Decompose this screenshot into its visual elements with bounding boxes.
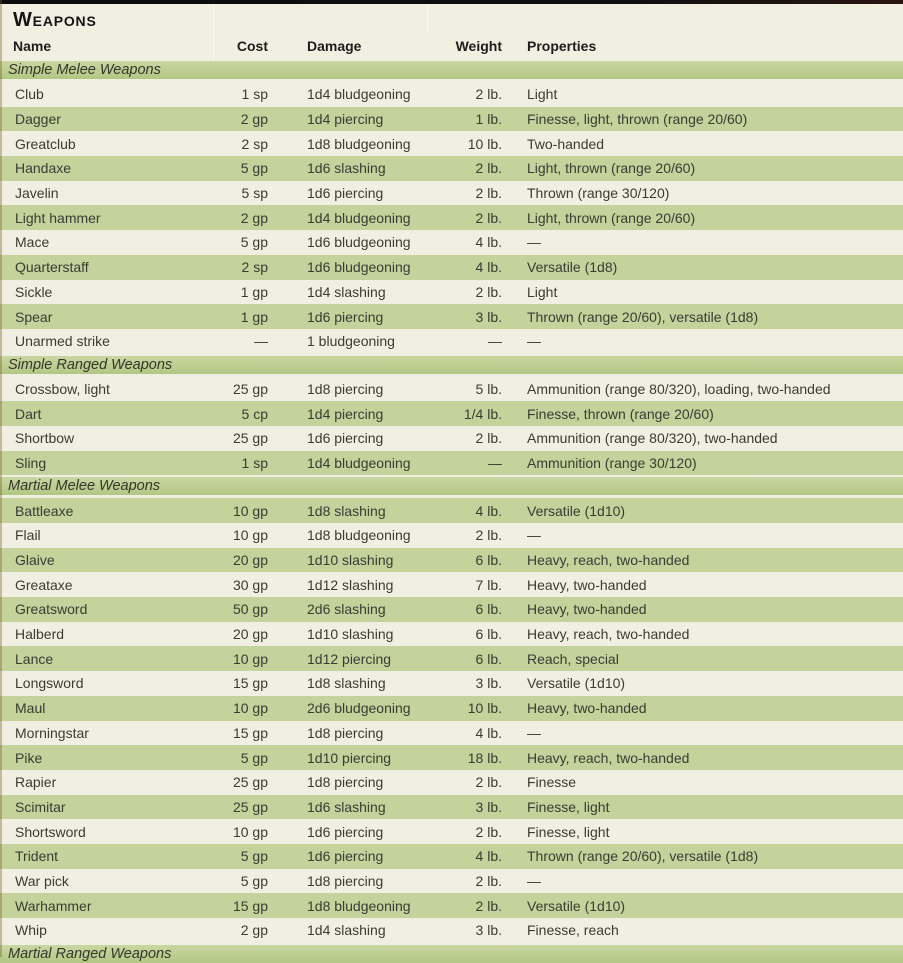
cell-name: Club (15, 86, 44, 103)
table-row (0, 572, 903, 597)
cell-properties: Heavy, reach, two-handed (527, 552, 690, 569)
cell-properties: Thrown (range 20/60), versatile (1d8) (527, 848, 759, 865)
cell-properties: Finesse, light (527, 798, 610, 815)
cell-name: Maul (15, 700, 46, 717)
cell-properties: Heavy, reach, two-handed (527, 749, 690, 766)
cell-cost: 25 gp (232, 430, 268, 447)
cell-name: Unarmed strike (15, 333, 110, 350)
cell-name: Sling (15, 454, 47, 471)
cell-weight: 3 lb. (475, 308, 502, 325)
cell-weight: 2 lb. (475, 774, 502, 791)
cell-damage: 1d4 slashing (307, 922, 386, 939)
cell-weight: 18 lb. (467, 749, 502, 766)
cell-damage: 1d6 piercing (307, 185, 384, 202)
cell-name: Dart (15, 405, 42, 422)
cell-name: Lance (15, 650, 54, 667)
section-label: Martial Melee Weapons (8, 478, 161, 495)
page-title: Weapons (13, 9, 97, 31)
table-row (0, 280, 903, 305)
cell-name: Whip (15, 922, 47, 939)
cell-damage: 1d6 slashing (307, 798, 386, 815)
cell-weight: 4 lb. (475, 259, 502, 276)
cell-damage: 1d8 slashing (307, 502, 386, 519)
cell-name: Quarterstaff (15, 259, 89, 276)
cell-weight: 4 lb. (475, 724, 502, 741)
cell-damage: 1d8 piercing (307, 774, 384, 791)
cell-weight: 1/4 lb. (463, 405, 502, 422)
cell-properties: Ammunition (range 80/320), two-handed (527, 430, 778, 447)
cell-damage: 1 bludgeoning (307, 333, 395, 350)
cell-properties: Finesse (527, 774, 577, 791)
cell-name: Javelin (15, 185, 59, 202)
cell-damage: 2d6 bludgeoning (307, 700, 411, 717)
cell-cost: 10 gp (232, 502, 268, 519)
table-row (0, 893, 903, 918)
table-row (0, 82, 903, 107)
cell-damage: 1d4 piercing (307, 111, 384, 128)
cell-weight: 2 lb. (475, 209, 502, 226)
cell-damage: 1d4 bludgeoning (307, 209, 411, 226)
cell-damage: 1d4 bludgeoning (307, 86, 411, 103)
cell-properties: Finesse, light, thrown (range 20/60) (527, 111, 748, 128)
table-row (0, 795, 903, 820)
cell-properties: Ammunition (range 30/120) (527, 454, 697, 471)
cell-name: Spear (15, 308, 53, 325)
cell-damage: 1d6 piercing (307, 823, 384, 840)
column-header-damage: Damage (307, 38, 362, 54)
section-header-row (0, 477, 903, 495)
table-row (0, 844, 903, 869)
cell-cost: 25 gp (232, 774, 268, 791)
cell-name: Shortsword (15, 823, 86, 840)
cell-cost: 2 gp (240, 209, 268, 226)
cell-name: Dagger (15, 111, 61, 128)
cell-properties: Two-handed (527, 135, 605, 152)
cell-name: Sickle (15, 283, 53, 300)
cell-name: Battleaxe (15, 502, 74, 519)
cell-properties: — (527, 333, 541, 350)
table-row (0, 181, 903, 206)
cell-properties: Light (527, 283, 558, 300)
cell-damage: 1d8 piercing (307, 724, 384, 741)
cell-cost: 2 gp (240, 111, 268, 128)
cell-properties: Thrown (range 20/60), versatile (1d8) (527, 308, 759, 325)
cell-weight: 1 lb. (475, 111, 502, 128)
cell-cost: 10 gp (232, 700, 268, 717)
table-row (0, 918, 903, 943)
table-row (0, 745, 903, 770)
cell-damage: 1d12 piercing (307, 650, 392, 667)
table-row (0, 548, 903, 573)
cell-name: Flail (15, 527, 41, 544)
table-header-row (0, 33, 903, 59)
cell-cost: 1 gp (240, 283, 268, 300)
cell-properties: Reach, special (527, 650, 619, 667)
section-label: Simple Ranged Weapons (8, 356, 173, 373)
table-row (0, 205, 903, 230)
cell-properties: Versatile (1d10) (527, 897, 626, 914)
cell-weight: 6 lb. (475, 552, 502, 569)
cell-cost: 25 gp (232, 380, 268, 397)
table-row (0, 622, 903, 647)
cell-weight: 2 lb. (475, 527, 502, 544)
cell-cost: 20 gp (232, 626, 268, 643)
cell-weight: 2 lb. (475, 185, 502, 202)
cell-damage: 1d4 piercing (307, 405, 384, 422)
cell-cost: 10 gp (232, 527, 268, 544)
cell-weight: 2 lb. (475, 823, 502, 840)
table-row (0, 156, 903, 181)
cell-cost: 5 gp (240, 872, 268, 889)
cell-name: Halberd (15, 626, 65, 643)
cell-damage: 1d4 slashing (307, 283, 386, 300)
column-header-weight: Weight (455, 38, 502, 54)
cell-damage: 2d6 slashing (307, 601, 386, 618)
cell-damage: 1d8 bludgeoning (307, 135, 411, 152)
table-row (0, 696, 903, 721)
cell-weight: 5 lb. (475, 380, 502, 397)
cell-weight: 3 lb. (475, 922, 502, 939)
cell-damage: 1d8 bludgeoning (307, 897, 411, 914)
cell-weight: 10 lb. (467, 700, 502, 717)
cell-name: Greatclub (15, 135, 76, 152)
section-header-row (0, 945, 903, 963)
cell-cost: 10 gp (232, 650, 268, 667)
cell-properties: Light, thrown (range 20/60) (527, 209, 696, 226)
cell-properties: Ammunition (range 80/320), loading, two-handed (527, 380, 831, 397)
cell-weight: 4 lb. (475, 502, 502, 519)
cell-name: Light hammer (15, 209, 101, 226)
section-label: Martial Ranged Weapons (8, 945, 172, 962)
cell-cost: 50 gp (232, 601, 268, 618)
cell-cost: 2 sp (241, 135, 268, 152)
table-row (0, 131, 903, 156)
cell-cost: 20 gp (232, 552, 268, 569)
table-row (0, 255, 903, 280)
cell-name: Mace (15, 234, 50, 251)
cell-properties: Versatile (1d8) (527, 259, 618, 276)
cell-cost: 15 gp (232, 897, 268, 914)
table-row (0, 721, 903, 746)
cell-cost: 15 gp (232, 675, 268, 692)
cell-properties: Versatile (1d10) (527, 502, 626, 519)
cell-damage: 1d8 slashing (307, 675, 386, 692)
cell-weight: 6 lb. (475, 650, 502, 667)
cell-damage: 1d8 piercing (307, 872, 384, 889)
cell-weight: 6 lb. (475, 626, 502, 643)
cell-cost: 5 gp (240, 160, 268, 177)
cell-damage: 1d10 slashing (307, 626, 394, 643)
cell-weight: 4 lb. (475, 848, 502, 865)
cell-name: Shortbow (15, 430, 75, 447)
cell-name: Greataxe (15, 576, 73, 593)
cell-cost: 15 gp (232, 724, 268, 741)
cell-properties: — (527, 724, 541, 741)
cell-name: Scimitar (15, 798, 66, 815)
cell-cost: 25 gp (232, 798, 268, 815)
cell-properties: Light, thrown (range 20/60) (527, 160, 696, 177)
cell-properties: Heavy, two-handed (527, 576, 647, 593)
table-row (0, 401, 903, 426)
cell-name: Morningstar (15, 724, 89, 741)
cell-properties: — (527, 234, 541, 251)
table-row (0, 523, 903, 548)
cell-weight: 2 lb. (475, 283, 502, 300)
cell-weight: 2 lb. (475, 897, 502, 914)
table-row (0, 377, 903, 402)
cell-name: Rapier (15, 774, 57, 791)
table-row (0, 671, 903, 696)
column-header-name: Name (13, 38, 52, 54)
cell-damage: 1d6 slashing (307, 160, 386, 177)
cell-damage: 1d6 piercing (307, 848, 384, 865)
cell-cost: 10 gp (232, 823, 268, 840)
cell-weight: 2 lb. (475, 86, 502, 103)
table-row (0, 451, 903, 476)
cell-weight: 7 lb. (475, 576, 502, 593)
cell-damage: 1d4 bludgeoning (307, 454, 411, 471)
table-row (0, 498, 903, 523)
cell-properties: Light (527, 86, 558, 103)
cell-cost: — (254, 333, 268, 350)
table-row (0, 107, 903, 132)
page-edge-top (0, 0, 903, 4)
cell-weight: 3 lb. (475, 675, 502, 692)
cell-properties: Versatile (1d10) (527, 675, 626, 692)
cell-damage: 1d6 piercing (307, 430, 384, 447)
cell-properties: Finesse, thrown (range 20/60) (527, 405, 714, 422)
cell-name: Crossbow, light (15, 380, 110, 397)
cell-name: War pick (15, 872, 69, 889)
cell-cost: 5 cp (241, 405, 268, 422)
table-row (0, 329, 903, 354)
cell-properties: — (527, 872, 541, 889)
cell-name: Warhammer (15, 897, 92, 914)
cell-weight: 2 lb. (475, 430, 502, 447)
cell-properties: Heavy, two-handed (527, 601, 647, 618)
cell-damage: 1d10 piercing (307, 749, 392, 766)
cell-weight: 4 lb. (475, 234, 502, 251)
cell-weight: — (488, 454, 502, 471)
cell-cost: 5 sp (241, 185, 268, 202)
table-row (0, 597, 903, 622)
cell-damage: 1d6 piercing (307, 308, 384, 325)
table-row (0, 770, 903, 795)
page-edge-left (0, 0, 2, 957)
cell-properties: Heavy, reach, two-handed (527, 626, 690, 643)
cell-weight: — (488, 333, 502, 350)
cell-name: Pike (15, 749, 43, 766)
section-header-row (0, 61, 903, 79)
cell-properties: Finesse, light (527, 823, 610, 840)
cell-name: Glaive (15, 552, 55, 569)
cell-damage: 1d12 slashing (307, 576, 394, 593)
cell-name: Handaxe (15, 160, 72, 177)
cell-properties: Heavy, two-handed (527, 700, 647, 717)
cell-cost: 5 gp (240, 848, 268, 865)
cell-cost: 1 sp (241, 454, 268, 471)
cell-weight: 10 lb. (467, 135, 502, 152)
cell-damage: 1d8 piercing (307, 380, 384, 397)
section-label: Simple Melee Weapons (8, 62, 161, 78)
cell-weight: 2 lb. (475, 872, 502, 889)
cell-name: Trident (15, 848, 59, 865)
column-header-properties: Properties (527, 38, 597, 54)
table-row (0, 426, 903, 451)
cell-cost: 5 gp (240, 749, 268, 766)
cell-cost: 2 sp (241, 259, 268, 276)
table-row (0, 304, 903, 329)
table-row (0, 230, 903, 255)
cell-cost: 1 gp (240, 308, 268, 325)
cell-cost: 5 gp (240, 234, 268, 251)
cell-properties: — (527, 527, 541, 544)
cell-damage: 1d6 bludgeoning (307, 259, 411, 276)
table-row (0, 869, 903, 894)
table-row (0, 819, 903, 844)
cell-damage: 1d6 bludgeoning (307, 234, 411, 251)
cell-name: Greatsword (15, 601, 88, 618)
column-header-cost: Cost (236, 38, 268, 54)
cell-cost: 30 gp (232, 576, 268, 593)
cell-properties: Thrown (range 30/120) (527, 185, 670, 202)
cell-weight: 3 lb. (475, 798, 502, 815)
cell-damage: 1d10 slashing (307, 552, 394, 569)
cell-cost: 2 gp (240, 922, 268, 939)
cell-properties: Finesse, reach (527, 922, 619, 939)
cell-damage: 1d8 bludgeoning (307, 527, 411, 544)
section-header-row (0, 356, 903, 374)
cell-cost: 1 sp (241, 86, 268, 103)
cell-name: Longsword (15, 675, 84, 692)
weapons-table-body (0, 61, 903, 963)
cell-weight: 2 lb. (475, 160, 502, 177)
cell-weight: 6 lb. (475, 601, 502, 618)
table-row (0, 646, 903, 671)
